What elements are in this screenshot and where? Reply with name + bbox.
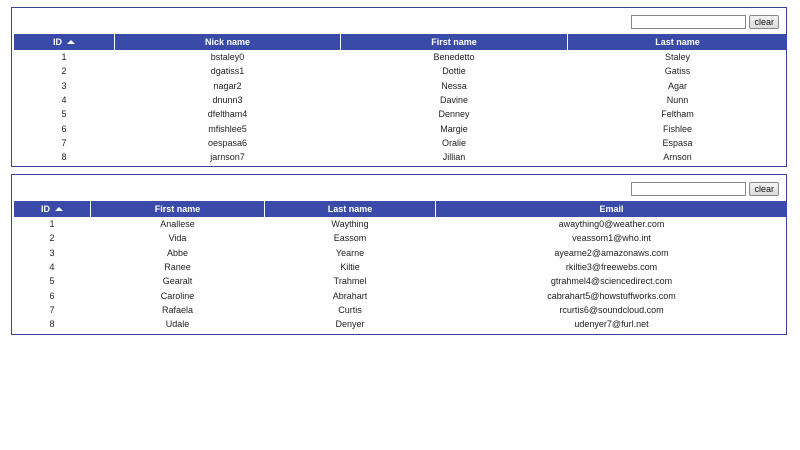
cell-id: 7 <box>49 304 55 315</box>
table-row[interactable] <box>14 217 787 231</box>
clear-button[interactable]: clear <box>749 182 779 196</box>
table-row[interactable] <box>14 288 787 302</box>
table-header-row <box>14 201 787 217</box>
search-input[interactable] <box>631 15 746 29</box>
cell-first-name: Gearalt <box>162 276 193 287</box>
cell-last-name: Kiltie <box>340 262 360 273</box>
cell-email: udenyer7@furl.net <box>574 319 649 330</box>
cell-first-name: Oralie <box>441 137 466 148</box>
cell-nick-name: mfishlee5 <box>208 123 247 134</box>
cell-id: 2 <box>61 66 67 77</box>
cell-nick-name: bstaley0 <box>210 52 245 63</box>
table-header-row <box>14 34 787 50</box>
cell-id: 2 <box>49 233 55 244</box>
column-header-id[interactable] <box>14 201 90 217</box>
table-row[interactable] <box>14 50 787 64</box>
table-row[interactable] <box>14 303 787 317</box>
table-row[interactable] <box>14 93 787 107</box>
cell-last-name: Trahmel <box>333 276 367 287</box>
column-header-id[interactable] <box>14 34 114 50</box>
column-header-label: ID <box>53 37 62 47</box>
cell-id: 3 <box>61 80 67 91</box>
search-input[interactable] <box>631 182 746 196</box>
cell-email: rcurtis6@soundcloud.com <box>559 304 664 315</box>
cell-last-name: Eassom <box>333 233 367 244</box>
column-header-email[interactable]: Email <box>436 201 787 217</box>
cell-first-name: Denney <box>438 109 470 120</box>
cell-nick-name: dnunn3 <box>212 95 243 106</box>
table-row[interactable] <box>14 260 787 274</box>
cell-id: 5 <box>49 276 55 287</box>
cell-first-name: Rafaela <box>161 304 194 315</box>
cell-first-name: Abbe <box>166 247 189 258</box>
column-header-label: ID <box>41 204 50 214</box>
cell-first-name: Nessa <box>441 80 467 91</box>
cell-first-name: Margie <box>440 123 468 134</box>
users-table <box>13 34 788 164</box>
table-toolbar <box>631 182 779 196</box>
column-header-first-name[interactable]: First name <box>91 201 264 217</box>
cell-email: rkiltie3@freewebs.com <box>565 262 658 273</box>
cell-last-name: Arnson <box>663 152 692 163</box>
sort-ascending-icon[interactable] <box>55 207 63 211</box>
cell-email: veassom1@who.int <box>572 233 651 244</box>
table-toolbar <box>631 15 779 29</box>
cell-id: 7 <box>61 137 67 148</box>
cell-last-name: Fishlee <box>662 123 692 134</box>
cell-last-name: Gatiss <box>664 66 691 77</box>
column-header-first-name[interactable]: First name <box>341 34 567 50</box>
users-table-panel <box>11 7 787 167</box>
cell-email: cabrahart5@howstuffworks.com <box>547 290 676 301</box>
clear-button[interactable]: clear <box>749 15 779 29</box>
cell-id: 1 <box>49 219 55 230</box>
sort-ascending-icon[interactable] <box>67 40 75 44</box>
column-header-nick-name[interactable]: Nick name <box>115 34 340 50</box>
cell-last-name: Yearne <box>335 247 365 258</box>
cell-first-name: Dottie <box>442 66 466 77</box>
cell-id: 4 <box>61 95 67 106</box>
cell-last-name: Nunn <box>666 95 689 106</box>
table-row[interactable] <box>14 231 787 245</box>
table-row[interactable] <box>14 317 787 331</box>
cell-last-name: Feltham <box>661 109 694 120</box>
cell-last-name: Abrahart <box>332 290 368 301</box>
cell-last-name: Staley <box>664 52 690 63</box>
cell-last-name: Curtis <box>338 304 362 315</box>
cell-first-name: Benedetto <box>433 52 475 63</box>
cell-first-name: Caroline <box>160 290 195 301</box>
cell-nick-name: nagar2 <box>213 80 242 91</box>
cell-id: 8 <box>61 152 67 163</box>
table-row[interactable] <box>14 121 787 135</box>
table-row[interactable] <box>14 150 787 164</box>
cell-last-name: Waything <box>331 219 369 230</box>
cell-first-name: Udale <box>165 319 190 330</box>
table-row[interactable] <box>14 107 787 121</box>
cell-nick-name: dgatiss1 <box>210 66 245 77</box>
cell-last-name: Agar <box>667 80 687 91</box>
cell-first-name: Vida <box>168 233 187 244</box>
cell-id: 6 <box>61 123 67 134</box>
table-row[interactable] <box>14 274 787 288</box>
cell-first-name: Davine <box>439 95 468 106</box>
table-row[interactable] <box>14 64 787 78</box>
table-row[interactable] <box>14 246 787 260</box>
cell-nick-name: dfeltham4 <box>207 109 248 120</box>
cell-email: awaything0@weather.com <box>558 219 665 230</box>
cell-first-name: Anallese <box>160 219 195 230</box>
cell-id: 4 <box>49 262 55 273</box>
cell-email: gtrahmel4@sciencedirect.com <box>550 276 673 287</box>
cell-nick-name: jarnson7 <box>210 152 245 163</box>
cell-last-name: Denyer <box>335 319 365 330</box>
cell-first-name: Jillian <box>442 152 466 163</box>
cell-id: 1 <box>61 52 67 63</box>
column-header-last-name[interactable]: Last name <box>568 34 787 50</box>
table-row[interactable] <box>14 79 787 93</box>
cell-last-name: Espasa <box>662 137 693 148</box>
cell-id: 8 <box>49 319 55 330</box>
cell-email: ayearne2@amazonaws.com <box>554 247 669 258</box>
cell-id: 6 <box>49 290 55 301</box>
cell-id: 5 <box>61 109 67 120</box>
cell-nick-name: oespasa6 <box>207 137 248 148</box>
column-header-last-name[interactable]: Last name <box>265 201 435 217</box>
cell-id: 3 <box>49 247 55 258</box>
table-row[interactable] <box>14 136 787 150</box>
contacts-table-panel <box>11 174 787 335</box>
contacts-table <box>13 201 788 331</box>
cell-first-name: Ranee <box>164 262 191 273</box>
